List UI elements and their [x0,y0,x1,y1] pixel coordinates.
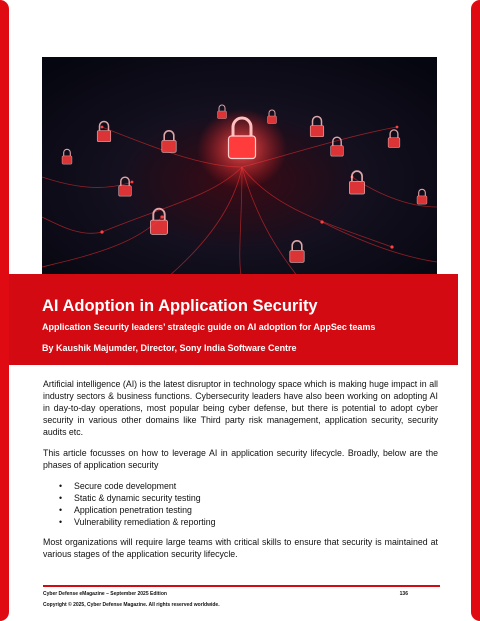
bullet-icon: • [59,517,63,527]
article-byline: By Kaushik Majumder, Director, Sony India Software Centre [42,343,297,353]
bullet-icon: • [59,481,63,491]
list-item-text: Static & dynamic security testing [74,493,201,503]
article-title: AI Adoption in Application Security [42,297,318,315]
paragraph: Artificial intelligence (AI) is the latest disruptor in technology space which is making huge impact in all industry sectors & business functions. Cybersecurity leaders have also been working on adopting AI in day-to-day operations, most popular being cyber defense, but there is potential to adopt cyber security in various other domains like Third party risk management, application security, security audits etc. [43,379,438,437]
right-edge-bar [471,0,480,621]
article-body [43,378,438,569]
list-item [59,492,438,504]
hero-image [42,57,437,282]
list-item-text: Secure code development [74,481,177,491]
footer-copyright: Copyright © 2025, Cyber Defense Magazine. All rights reserved worldwide. [43,602,220,608]
article-subtitle: Application Security leaders’ strategic guide on AI adoption for AppSec teams [42,322,376,332]
phase-list [59,480,438,528]
footer-edition: Cyber Defense eMagazine – September 2025 Edition [43,591,167,597]
paragraph: This article focusses on how to leverage AI in application security lifecycle. Broadly, below are the phases of application security [43,448,438,470]
bullet-icon: • [59,493,63,503]
footer [43,591,408,597]
bullet-icon: • [59,505,63,515]
list-item-text: Application penetration testing [74,505,192,515]
list-item [59,480,438,492]
list-item-text: Vulnerability remediation & reporting [74,517,216,527]
paragraph: Most organizations will require large teams with critical skills to ensure that security is maintained at various stages of the application security lifecycle. [43,537,438,559]
left-edge-bar [0,0,9,621]
list-item [59,504,438,516]
footer-divider [43,585,440,587]
page-number: 136 [399,591,408,597]
padlock-network-illustration [42,57,437,282]
title-banner [9,274,458,365]
list-item [59,516,438,528]
